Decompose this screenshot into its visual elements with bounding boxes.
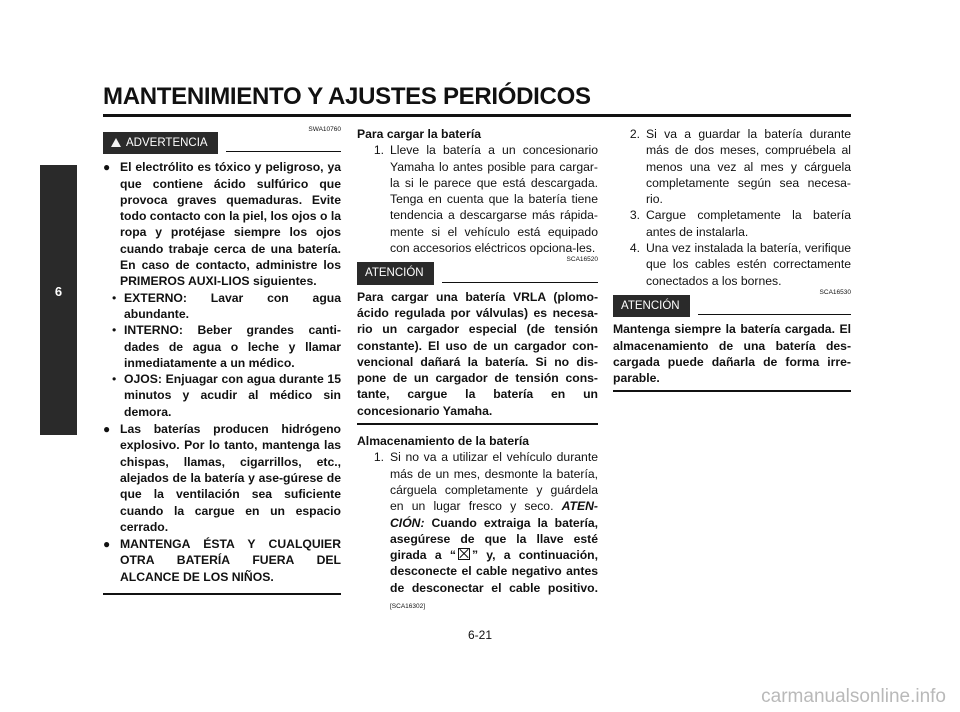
notice-badge: ATENCIÓN: [357, 262, 434, 284]
warning-bullet-text: Las baterías producen hidrógeno explosivo. Por lo tanto, mantenga las chispas, llamas, cigarrillos, etc., alejados de la batería y ase-gúrese de que la ventilación sea suficiente cuando la cargue en un espacio cerrado.: [120, 422, 341, 534]
warning-bullet-text: El electrólito es tóxico y peligroso, ya que contiene ácido sulfúrico que provoca graves quemaduras. Evite todo contacto con la piel, los ojos o la ropa y protéjase siempre los ojos cuando trabaje cerca de una batería. En caso de contacto, administre los PRIMEROS AUXI-LIOS siguientes.: [120, 160, 341, 289]
notice-badge: ATENCIÓN: [613, 295, 690, 317]
warning-bullet: [103, 536, 341, 585]
step-text: Lleve la batería a un concesionario Yamaha lo antes posible para cargar-la si le parece que está descargada. Tenga en cuenta que la batería tiene tendencia a descargarse más rápida-mente si el vehículo está equipado con accesorios eléctricos opciona-les.: [390, 143, 598, 256]
chapter-number: 6: [54, 284, 63, 299]
step-text: Una vez instalada la batería, verifique que los cables estén correctamente conectados a los bornes.: [646, 241, 851, 288]
notice-text: Para cargar una batería VRLA (plomo-ácido regulada por válvulas) es necesa-rio un cargador especial (de tensión constante). El uso de un cargador con-vencional dañará la batería. Si no dis-pone de un cargador de tensión cons-tante, cargue la batería en un concesionario Yamaha.: [357, 289, 598, 418]
bullet-icon: ●: [103, 160, 111, 175]
step-number: 4.: [629, 241, 640, 256]
title-divider: [103, 114, 851, 117]
notice-code: SCA16520: [566, 256, 598, 264]
storage-step: [613, 207, 851, 240]
warning-sub-bullet: [112, 290, 341, 323]
warning-sub-bullet-text: INTERNO: Beber grandes canti-dades de agua o leche y llamar inmediatamente a un médico.: [124, 323, 341, 370]
notice-end-rule: [613, 390, 851, 392]
charging-column: [357, 126, 598, 615]
step-number: 1.: [373, 143, 384, 158]
step-text: Cargue completamente la batería antes de instalarla.: [646, 208, 851, 239]
warning-triangle-icon: [111, 138, 121, 147]
dot-icon: •: [112, 372, 117, 387]
notice-text: Mantenga siempre la batería cargada. El almacenamiento de una batería des-cargada puede dañarla de forma irre-parable.: [613, 322, 851, 386]
step-number: 1.: [373, 450, 384, 465]
step-text: [390, 449, 598, 615]
storage-step: [613, 126, 851, 207]
inline-code: [SCA16302]: [390, 603, 426, 611]
charging-step: [357, 142, 598, 256]
storage-step: [613, 240, 851, 289]
warning-end-rule: [103, 593, 341, 595]
step-number: 2.: [629, 127, 640, 141]
dot-icon: •: [112, 290, 117, 305]
notice-code: SCA16530: [819, 288, 851, 296]
notice-header: [357, 262, 598, 284]
warning-header-rule: [226, 151, 341, 152]
warning-sub-bullet-text: EXTERNO: Lavar con agua abundante.: [124, 290, 341, 321]
notice-end-rule: [357, 423, 598, 425]
notice-header-rule: [698, 314, 851, 315]
warning-sub-bullet-text: OJOS: Enjuagar con agua durante 15 minutos y acudir al médico sin demora.: [124, 372, 341, 419]
caution-inline-text-b: ” y, a continuación, desconecte el cable negativo antes de desconectar el cable positivo.: [390, 548, 599, 595]
warning-bullet: [103, 421, 341, 535]
caution-inline-text-a: Cuando extraiga la batería, asegúrese de que la llave esté girada a “: [390, 515, 599, 563]
watermark: carmanualsonline.info: [761, 686, 946, 707]
notice-header-rule: [442, 282, 598, 283]
step-text: Si va a guardar la batería durante más de dos meses, compruébela al menos una vez al mes y cárguela completamente según sea necesa-rio.: [646, 127, 851, 207]
warning-label: ADVERTENCIA: [126, 137, 208, 149]
bullet-icon: ●: [103, 422, 111, 437]
warning-column: [103, 126, 341, 595]
bullet-icon: ●: [103, 537, 111, 552]
warning-sub-bullet: [112, 322, 341, 371]
warning-bullet: [103, 159, 341, 289]
warning-header: [103, 132, 341, 154]
chapter-tab: [40, 165, 77, 435]
storage-heading: Almacenamiento de la batería: [357, 434, 530, 449]
warning-badge: [103, 132, 218, 154]
warning-code: SWA10760: [308, 126, 341, 133]
dot-icon: •: [112, 323, 117, 338]
charging-heading: Para cargar la batería: [357, 127, 481, 141]
notice-header: [613, 295, 851, 317]
warning-sub-bullet: [112, 371, 341, 420]
storage-step: [357, 449, 598, 615]
step-plain-text: Si no va a utilizar el vehículo durante más de un mes, desmonte la batería, cárguela completamente y guárdela en un lugar fresco y seco.: [390, 450, 598, 514]
key-off-icon: [458, 548, 470, 560]
warning-bullet-text: MANTENGA ÉSTA Y CUALQUIER OTRA BATERÍA FUERA DEL ALCANCE DE LOS NIÑOS.: [120, 537, 341, 584]
page-title: MANTENIMIENTO Y AJUSTES PERIÓDICOS: [103, 83, 591, 110]
step-number: 3.: [629, 208, 640, 223]
caution-inline-label: ATEN-CIÓN:: [390, 499, 598, 530]
page-number: 6-21: [467, 628, 493, 642]
storage-column: [613, 126, 851, 392]
